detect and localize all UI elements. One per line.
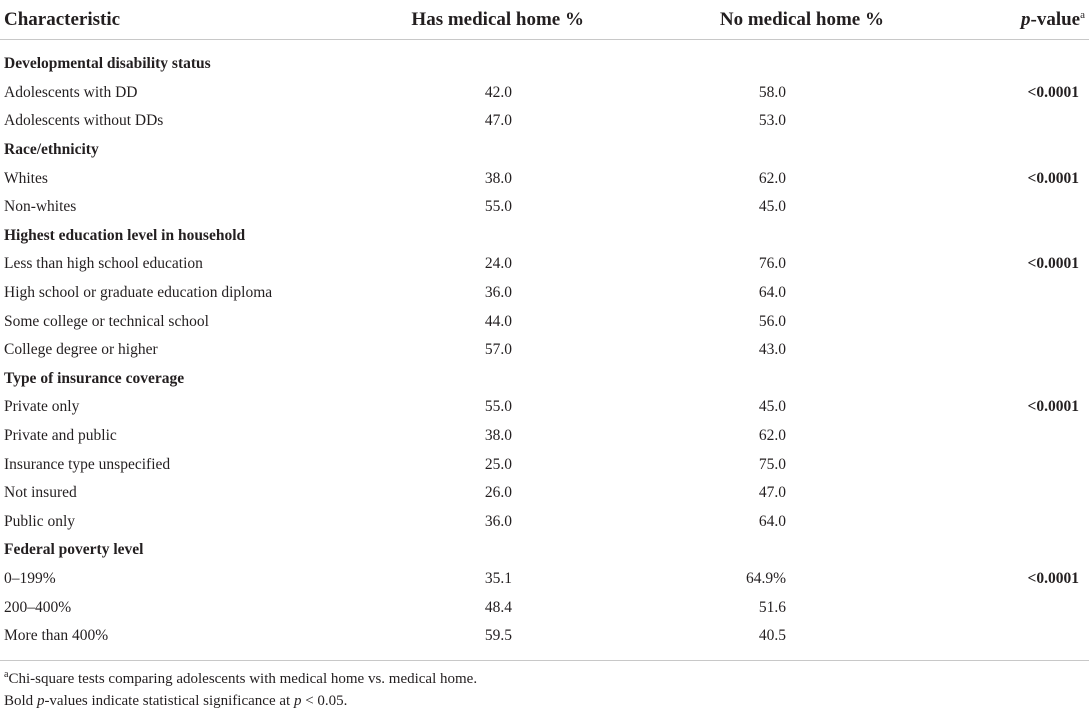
row-p-value: <0.0001 xyxy=(1027,83,1079,101)
table-body xyxy=(0,40,1089,651)
header-p-value xyxy=(958,0,1089,40)
row-characteristic: Adolescents with DD xyxy=(4,83,138,101)
group-header-row xyxy=(0,365,1089,394)
row-has-medical-home: 24.0 xyxy=(484,255,512,273)
row-no-medical-home: 64.0 xyxy=(758,512,786,530)
row-has-medical-home: 26.0 xyxy=(484,484,512,502)
row-no-medical-home: 62.0 xyxy=(758,169,786,187)
row-p-value xyxy=(958,593,1089,622)
table-row xyxy=(0,279,1089,308)
row-p-value xyxy=(958,336,1089,365)
row-p-value xyxy=(958,479,1089,508)
row-p-value: <0.0001 xyxy=(1027,255,1079,273)
table-header-row xyxy=(0,0,1089,40)
group-header-row xyxy=(0,136,1089,165)
row-characteristic: Private and public xyxy=(4,427,117,445)
footnote-a-text: Chi-square tests comparing adolescents with medical home vs. medical home. xyxy=(8,671,478,687)
table-row xyxy=(0,593,1089,622)
row-p-value xyxy=(958,307,1089,336)
header-spacer xyxy=(0,40,1089,51)
row-characteristic: Adolescents without DDs xyxy=(4,112,164,130)
group-label: Race/ethnicity xyxy=(4,141,99,159)
footnote-bold-suffix: < 0.05. xyxy=(301,693,348,709)
row-has-medical-home: 25.0 xyxy=(484,455,512,473)
header-footnote-marker: a xyxy=(1080,8,1085,21)
header-no-medical-home: No medical home % xyxy=(658,0,958,40)
row-characteristic: 200–400% xyxy=(4,598,72,616)
row-p-value xyxy=(958,422,1089,451)
row-has-medical-home: 47.0 xyxy=(484,112,512,130)
row-has-medical-home: 55.0 xyxy=(484,198,512,216)
table-row xyxy=(0,508,1089,537)
row-no-medical-home: 43.0 xyxy=(758,341,786,359)
table-row xyxy=(0,565,1089,594)
group-header-row xyxy=(0,536,1089,565)
header-p-italic: p xyxy=(1021,8,1031,30)
table-row xyxy=(0,250,1089,279)
group-header-row xyxy=(0,222,1089,251)
row-characteristic: Non-whites xyxy=(4,198,77,216)
row-has-medical-home: 55.0 xyxy=(484,398,512,416)
footnote-bold-middle: -values indicate statistical significance at xyxy=(44,693,294,709)
row-p-value xyxy=(958,193,1089,222)
row-p-value xyxy=(958,279,1089,308)
row-p-value xyxy=(958,622,1089,651)
table-row xyxy=(0,193,1089,222)
row-characteristic: College degree or higher xyxy=(4,341,158,359)
table-row xyxy=(0,450,1089,479)
row-has-medical-home: 42.0 xyxy=(484,83,512,101)
row-characteristic: More than 400% xyxy=(4,627,109,645)
row-p-value: <0.0001 xyxy=(1027,169,1079,187)
row-no-medical-home: 45.0 xyxy=(758,198,786,216)
group-label: Developmental disability status xyxy=(4,55,211,73)
row-no-medical-home: 45.0 xyxy=(758,398,786,416)
row-no-medical-home: 40.5 xyxy=(758,627,786,645)
row-no-medical-home: 47.0 xyxy=(758,484,786,502)
row-p-value: <0.0001 xyxy=(1027,569,1079,587)
row-characteristic: Private only xyxy=(4,398,80,416)
row-no-medical-home: 75.0 xyxy=(758,455,786,473)
row-has-medical-home: 44.0 xyxy=(484,312,512,330)
footnote-a-marker: a xyxy=(4,669,9,680)
footnote-bold xyxy=(4,690,477,712)
footnote-bold-p2: p xyxy=(293,693,302,709)
footnote-a xyxy=(4,668,477,690)
row-characteristic: Some college or technical school xyxy=(4,312,209,330)
row-no-medical-home: 64.0 xyxy=(758,284,786,302)
row-has-medical-home: 35.1 xyxy=(484,569,512,587)
row-no-medical-home: 58.0 xyxy=(758,83,786,101)
table-footnotes xyxy=(4,668,477,712)
header-characteristic: Characteristic xyxy=(0,0,320,40)
row-characteristic: High school or graduate education diploma xyxy=(4,284,273,302)
row-has-medical-home: 36.0 xyxy=(484,512,512,530)
row-no-medical-home: 56.0 xyxy=(758,312,786,330)
row-p-value xyxy=(958,508,1089,537)
group-label: Type of insurance coverage xyxy=(4,369,185,387)
table-row xyxy=(0,307,1089,336)
footnote-bold-prefix: Bold xyxy=(4,693,37,709)
table-row xyxy=(0,164,1089,193)
table-row xyxy=(0,622,1089,651)
row-no-medical-home: 53.0 xyxy=(758,112,786,130)
table-row xyxy=(0,107,1089,136)
row-has-medical-home: 48.4 xyxy=(484,598,512,616)
row-has-medical-home: 59.5 xyxy=(484,627,512,645)
group-label: Highest education level in household xyxy=(4,226,246,244)
row-has-medical-home: 38.0 xyxy=(484,427,512,445)
table-row xyxy=(0,422,1089,451)
row-p-value xyxy=(958,107,1089,136)
header-p-suffix: -value xyxy=(1030,8,1081,30)
row-characteristic: Public only xyxy=(4,512,76,530)
row-characteristic: Not insured xyxy=(4,484,77,502)
header-has-medical-home: Has medical home % xyxy=(320,0,658,40)
row-no-medical-home: 62.0 xyxy=(758,427,786,445)
row-has-medical-home: 38.0 xyxy=(484,169,512,187)
row-characteristic: Insurance type unspecified xyxy=(4,455,171,473)
row-characteristic: 0–199% xyxy=(4,569,56,587)
row-no-medical-home: 76.0 xyxy=(758,255,786,273)
group-header-row xyxy=(0,50,1089,79)
row-characteristic: Whites xyxy=(4,169,48,187)
table-row xyxy=(0,479,1089,508)
row-no-medical-home: 51.6 xyxy=(758,598,786,616)
table-bottom-rule xyxy=(0,660,1089,661)
table-row xyxy=(0,336,1089,365)
row-has-medical-home: 57.0 xyxy=(484,341,512,359)
row-characteristic: Less than high school education xyxy=(4,255,203,273)
row-no-medical-home: 64.9% xyxy=(745,569,786,587)
row-has-medical-home: 36.0 xyxy=(484,284,512,302)
table-row xyxy=(0,393,1089,422)
row-p-value: <0.0001 xyxy=(1027,398,1079,416)
group-label: Federal poverty level xyxy=(4,541,144,559)
table-row xyxy=(0,79,1089,108)
footnote-bold-p: p xyxy=(36,693,45,709)
row-p-value xyxy=(958,450,1089,479)
